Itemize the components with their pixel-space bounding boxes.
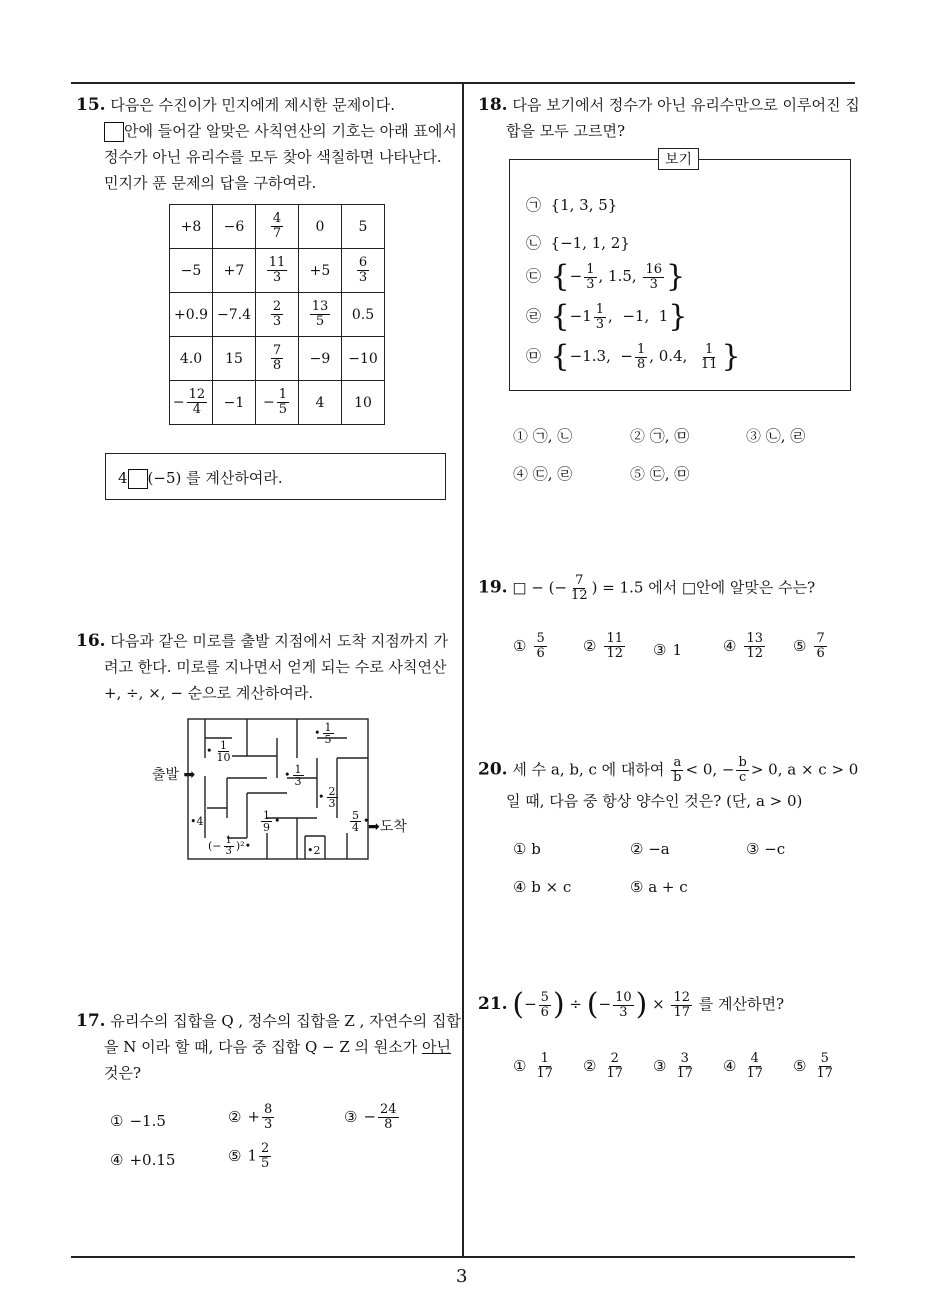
grid-row [170, 337, 385, 381]
maze-value-1-5: • $\frac{1}{5}$ [314, 721, 332, 746]
grid-cell: −1 [213, 381, 256, 425]
q21-option-5[interactable]: ⑤ $\frac{5}{17}$ [793, 1051, 833, 1081]
problem-pre: 4 [118, 469, 128, 487]
q20-option-4[interactable]: ④ b × c [513, 878, 572, 896]
q17-option-5[interactable]: ⑤ 1 $\frac{2}{5}$ [228, 1141, 270, 1171]
arrow-right-icon: ➡ [183, 767, 196, 783]
q16-line1: 다음과 같은 미로를 출발 지점에서 도착 지점까지 가 [110, 632, 449, 650]
q19-option-4[interactable]: ④ $\frac{13}{12}$ [723, 631, 763, 661]
q18-item-1: ㉠ {1, 3, 5} [526, 196, 618, 214]
maze-value-2-3: • $\frac{2}{3}$ [318, 785, 336, 810]
q21-option-4[interactable]: ④ $\frac{4}{17}$ [723, 1051, 763, 1081]
page-number: 3 [456, 1266, 468, 1287]
q17-line1: 유리수의 집합을 Q , 정수의 집합을 Z , 자연수의 집합 [110, 1012, 461, 1030]
grid-cell: +5 [299, 249, 342, 293]
q19-option-5[interactable]: ⑤ $\frac{7}{6}$ [793, 631, 825, 661]
q17-option-4[interactable]: ④ +0.15 [110, 1151, 176, 1169]
grid-cell: − $\frac{12}{4}$ [170, 381, 213, 425]
q17-option-2[interactable]: ② + $\frac{8}{3}$ [228, 1102, 273, 1132]
maze-value-2: •2 [307, 844, 321, 857]
maze-value-4: •4 [190, 815, 204, 828]
blank-box [104, 122, 124, 142]
grid-cell: +8 [170, 205, 213, 249]
grid-cell: −9 [299, 337, 342, 381]
q21-option-2[interactable]: ② $\frac{2}{17}$ [583, 1051, 623, 1081]
q18-option-1[interactable]: ① ㉠, ㉡ [513, 427, 573, 445]
maze-value-neg-1-3-squared: (− $\frac{1}{3}$ )²• [208, 835, 252, 857]
q20-option-1[interactable]: ① b [513, 840, 541, 858]
q19-option-3[interactable]: ③ 1 [653, 641, 682, 659]
q15-problem-box [105, 453, 446, 500]
q17-line2: 을 N 이라 할 때, 다음 중 집합 Q − Z 의 원소가 [104, 1038, 418, 1056]
column-divider [462, 82, 464, 1257]
maze-value-1-9: $\frac{1}{9}$ • [263, 809, 281, 834]
q20-line1-end: > 0, a × c > 0 [750, 760, 859, 779]
q21-option-3[interactable]: ③ $\frac{3}{17}$ [653, 1051, 693, 1081]
maze-end-label: ➡도착 [368, 819, 407, 835]
grid-cell: $\frac{2}{3}$ [256, 293, 299, 337]
grid-cell: −6 [213, 205, 256, 249]
q18-item-3: ㉢ {− $\frac{1}{3}$ , 1.5, $\frac{16}{3}$ } [526, 259, 686, 294]
q20-line1-pre: 세 수 a, b, c 에 대하여 [512, 760, 665, 779]
q15-line4: 민지가 푼 문제의 답을 구하여라. [104, 174, 317, 192]
q19-option-2[interactable]: ② $\frac{11}{12}$ [583, 631, 623, 661]
grid-cell: 0.5 [342, 293, 385, 337]
grid-cell: $\frac{11}{3}$ [256, 249, 299, 293]
grid-cell: $\frac{13}{5}$ [299, 293, 342, 337]
q18-item-4: ㉣ {−1 $\frac{1}{3}$ , −1, 1} [526, 299, 688, 334]
maze-value-5-4: $\frac{5}{4}$ • [352, 809, 370, 834]
q15-line1: 다음은 수진이가 민지에게 제시한 문제이다. [110, 96, 396, 114]
q15-line3: 정수가 아닌 유리수를 모두 찾아 색칠하면 나타난다. [104, 148, 442, 166]
q20-option-3[interactable]: ③ −c [746, 840, 786, 858]
q21-option-1[interactable]: ① $\frac{1}{17}$ [513, 1051, 553, 1081]
grid-cell: +0.9 [170, 293, 213, 337]
q16-line3: +, ÷, ×, − 순으로 계산하여라. [104, 684, 314, 702]
grid-cell: 4.0 [170, 337, 213, 381]
q20-option-5[interactable]: ⑤ a + c [630, 878, 688, 896]
maze-value-1-3: • $\frac{1}{3}$ [284, 763, 302, 788]
grid-row [170, 293, 385, 337]
q17-line3: 것은? [104, 1064, 142, 1082]
q20-option-2[interactable]: ② −a [630, 840, 670, 858]
q21-tail: 를 계산하면? [698, 995, 785, 1013]
grid-cell: 5 [342, 205, 385, 249]
grid-cell: $\frac{7}{8}$ [256, 337, 299, 381]
grid-cell: 10 [342, 381, 385, 425]
q19-number: 19. [478, 577, 508, 598]
grid-row [170, 381, 385, 425]
q18-number: 18. [478, 95, 508, 115]
q17-number: 17. [76, 1011, 106, 1031]
q17-option-3[interactable]: ③ − $\frac{24}{8}$ [344, 1102, 397, 1132]
maze-value-1-10: • $\frac{1}{10}$ [206, 739, 231, 764]
q17-emphasis: 아닌 [422, 1038, 452, 1056]
q20-number: 20. [478, 759, 508, 780]
problem-post: (−5) 를 계산하여라. [147, 469, 283, 487]
q19-option-1[interactable]: ① $\frac{5}{6}$ [513, 631, 545, 661]
q15-line2: 안에 들어갈 알맞은 사칙연산의 기호는 아래 표에서 [124, 122, 457, 140]
q15-number: 15. [76, 95, 106, 115]
maze-start-label: 출발 ➡ [152, 767, 196, 783]
q17-option-1[interactable]: ① −1.5 [110, 1112, 166, 1130]
q18-line1: 다음 보기에서 정수가 아닌 유리수만으로 이루어진 집 [512, 96, 860, 114]
grid-cell: $\frac{6}{3}$ [342, 249, 385, 293]
grid-cell: 0 [299, 205, 342, 249]
q18-box-label: 보기 [658, 148, 699, 170]
q18-option-2[interactable]: ② ㉠, ㉤ [630, 427, 690, 445]
grid-row [170, 205, 385, 249]
q18-option-5[interactable]: ⑤ ㉢, ㉤ [630, 465, 690, 483]
grid-cell: −5 [170, 249, 213, 293]
bottom-rule [71, 1256, 855, 1258]
q21-number: 21. [478, 994, 508, 1014]
grid-cell: 4 [299, 381, 342, 425]
q16-number: 16. [76, 631, 106, 651]
arrow-right-icon: ➡ [368, 819, 380, 835]
q20-line1-mid: < 0, − [685, 760, 735, 779]
q18-option-4[interactable]: ④ ㉢, ㉣ [513, 465, 573, 483]
problem-blank-box [128, 469, 148, 489]
q19-tail: 에서 □안에 알맞은 수는? [648, 578, 816, 597]
grid-cell: −7.4 [213, 293, 256, 337]
grid-cell: −10 [342, 337, 385, 381]
q18-option-3[interactable]: ③ ㉡, ㉣ [746, 427, 806, 445]
q18-line2: 합을 모두 고르면? [506, 122, 626, 140]
q20-line2: 일 때, 다음 중 항상 양수인 것은? (단, a > 0) [506, 792, 803, 810]
q18-item-5: ㉤ {−1.3, − $\frac{1}{8}$ , 0.4, $\frac{1}{11}$ } [526, 339, 741, 374]
q15-number-grid [169, 204, 385, 425]
q16-line2: 려고 한다. 미로를 지나면서 얻게 되는 수로 사칙연산 [104, 658, 447, 676]
grid-cell: − $\frac{1}{5}$ [256, 381, 299, 425]
q18-item-2: ㉡ {−1, 1, 2} [526, 234, 630, 252]
grid-cell: 15 [213, 337, 256, 381]
grid-row [170, 249, 385, 293]
grid-cell: +7 [213, 249, 256, 293]
grid-cell: $\frac{4}{7}$ [256, 205, 299, 249]
